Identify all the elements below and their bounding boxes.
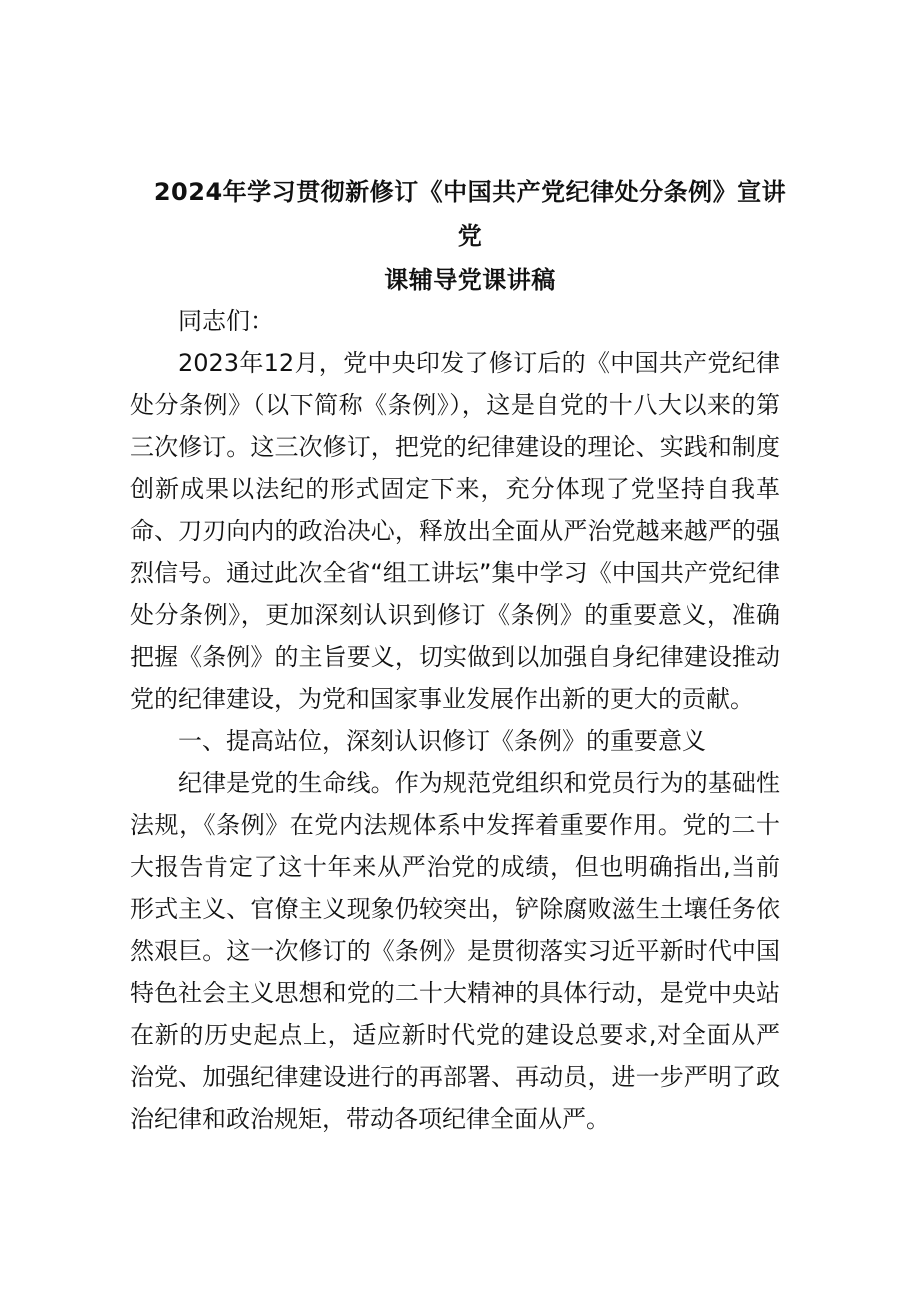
title-line-2: 课辅导党课讲稿 bbox=[384, 266, 556, 294]
title-line-1: 2024年学习贯彻新修订《中国共产党纪律处分条例》宣讲党 bbox=[153, 178, 787, 250]
intro-paragraph: 2023年12月，党中央印发了修订后的《中国共产党纪律处分条例》（以下简称《条例》），这是自党的十八大以来的第三次修订。这三次修订，把党的纪律建设的理论、实践和制度创新成果以法纪的形式固定下来，充分体现了党坚持自我革命、刀刃向内的政治决心，释放出全面从严治党越来越严的强烈信号。通过此次全省“组工讲坛”集中学习《中国共产党纪律处分条例》，更加深刻认识到修订《条例》的重要意义，准确把握《条例》的主旨要义，切实做到以加强自身纪律建设推动党的纪律建设，为党和国家事业发展作出新的更大的贡献。 bbox=[130, 349, 780, 713]
section-heading: 一、提高站位，深刻认识修订《条例》的重要意义 bbox=[178, 727, 706, 755]
document-title bbox=[150, 170, 790, 302]
section-paragraph: 纪律是党的生命线。作为规范党组织和党员行为的基础性法规，《条例》在党内法规体系中发挥着重要作用。党的二十大报告肯定了这十年来从严治党的成绩，但也明确指出,当前形式主义、官僚主义现象仍较突出，铲除腐败滋生土壤任务依然艰巨。这一次修订的《条例》是贯彻落实习近平新时代中国特色社会主义思想和党的二十大精神的具体行动，是党中央站在新的历史起点上，适应新时代党的建设总要求,对全面从严治党、加强纪律建设进行的再部署、再动员，进一步严明了政治纪律和政治规矩，带动各项纪律全面从严。 bbox=[130, 769, 780, 1133]
document-body bbox=[130, 300, 780, 1140]
greeting: 同志们： bbox=[178, 307, 274, 335]
